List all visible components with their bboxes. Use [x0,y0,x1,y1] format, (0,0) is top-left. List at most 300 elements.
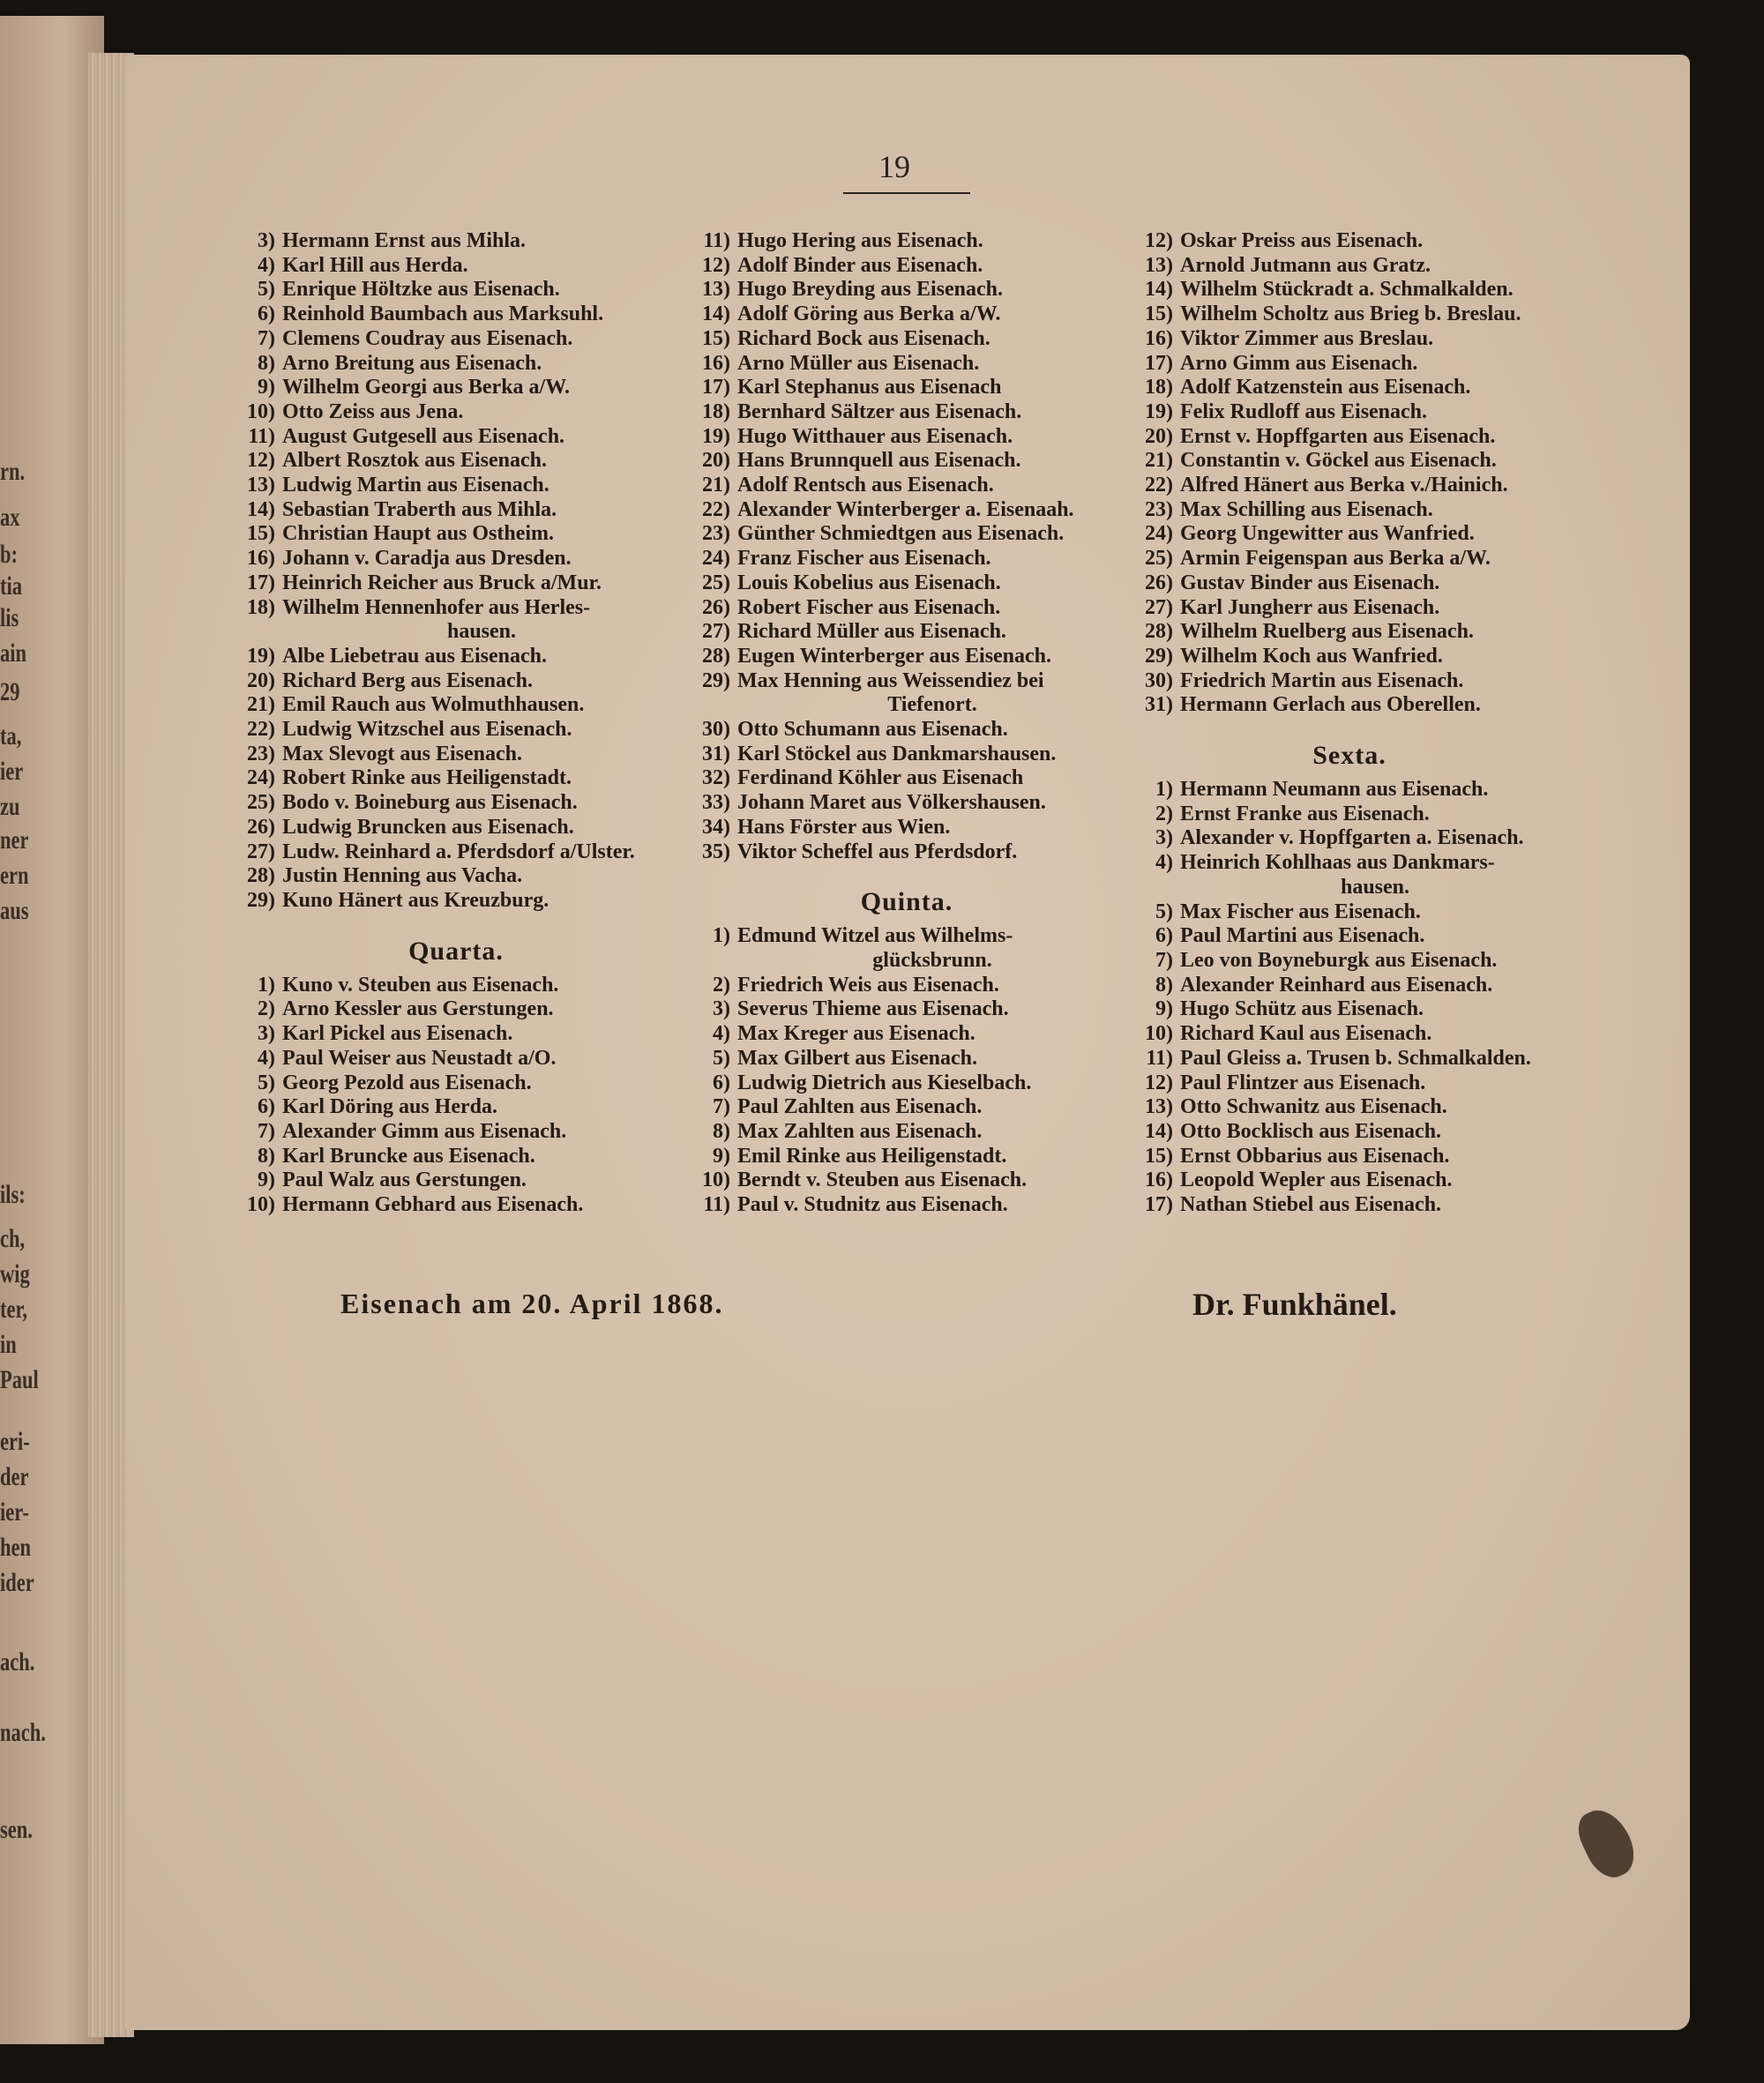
entry-number: 26) [1145,571,1173,594]
list-item [231,1120,681,1145]
entry-number: 31) [1145,693,1173,717]
entry-text: Wilhelm Scholtz aus Brieg b. Breslau. [1180,302,1521,326]
entry-number: 33) [702,791,730,815]
list-item [686,1168,1127,1193]
entry-text: Johann Maret aus Völkershausen. [737,791,1046,815]
entry-text: Heinrich Kohlhaas aus Dankmars- [1180,851,1495,875]
list-item [231,1022,681,1047]
entry-text: Enrique Höltzke aus Eisenach. [282,278,560,302]
list-item [1129,693,1570,718]
entry-number: 26) [247,815,275,839]
sexta-list [1129,778,1570,1218]
entry-text: Justin Henning aus Vacha. [282,864,523,888]
quinta-heading: Quinta. [860,887,953,917]
entry-text: Ludw. Reinhard a. Pferdsdorf a/Ulster. [282,840,635,863]
list-item [1129,425,1570,450]
entry-number: 16) [1145,326,1173,350]
entry-text: Max Gilbert aus Eisenach. [737,1046,978,1070]
list-item [231,669,681,694]
entry-text: Paul Gleiss a. Trusen b. Schmalkalden. [1180,1046,1531,1070]
left-page-fragment: ter, [0,1295,28,1324]
list-item [1129,498,1570,523]
left-page-fragment: rn. [0,457,26,486]
list-item [231,474,681,498]
entry-number: 17) [702,376,730,399]
list-item [686,449,1127,474]
entry-text: Louis Kobelius aus Eisenach. [737,571,1001,594]
left-page-fragment: ier- [0,1497,29,1527]
entry-number: 11) [703,229,730,252]
left-page-fragment: sen. [0,1815,33,1844]
entry-text: Heinrich Reicher aus Bruck a/Mur. [282,571,602,594]
list-item [1129,352,1570,377]
list-item [1129,254,1570,279]
list-item [686,816,1127,840]
entry-text: Johann v. Caradja aus Dresden. [282,547,572,571]
entry-number: 9) [258,1168,275,1192]
entry-number: 25) [247,791,275,815]
list-item [686,352,1127,377]
entry-number: 27) [702,620,730,644]
entry-text: Richard Berg aus Eisenach. [282,668,534,692]
entry-number: 13) [702,278,730,302]
entry-number: 22) [702,497,730,521]
entry-text: Adolf Rentsch aus Eisenach. [737,474,994,497]
entry-text: Karl Stephanus aus Eisenach [737,376,1002,399]
entry-number: 22) [247,718,275,742]
list-item [686,669,1127,694]
entry-text: Paul Zahlten aus Eisenach. [737,1095,983,1119]
list-item [686,718,1127,743]
list-item [231,1047,681,1071]
left-page-fragment: aus [0,896,29,925]
list-item [686,229,1127,254]
left-page-fragment: hen [0,1533,32,1562]
list-item [686,1047,1127,1071]
entry-number: 23) [247,742,275,765]
entry-text: Alexander Reinhard aus Eisenach. [1180,973,1493,997]
entry-text: Reinhold Baumbach aus Marksuhl. [282,302,604,326]
list-item [1129,1145,1570,1169]
entry-text: Georg Ungewitter aus Wanfried. [1180,522,1475,546]
entry-text: Karl Hill aus Herda. [282,253,468,277]
left-page-fragment: ner [0,825,29,855]
list-item [686,327,1127,352]
list-item [231,1095,681,1120]
entry-text: Richard Bock aus Eisenach. [737,326,990,350]
entry-text: Felix Rudloff aus Eisenach. [1180,399,1428,423]
entry-number: 14) [1145,278,1173,302]
entry-text: Karl Döring aus Herda. [282,1095,497,1119]
list-item [1129,571,1570,596]
entry-number: 3) [258,1022,275,1046]
list-item [686,693,1127,718]
entry-number: 30) [1145,668,1173,692]
entry-number: 4) [258,1046,275,1070]
entry-number: 9) [713,1144,730,1168]
entry-number: 23) [1145,497,1173,521]
entry-text: Friedrich Martin aus Eisenach. [1180,668,1464,692]
list-item [231,449,681,474]
entry-number: 6) [258,1095,275,1119]
left-page-fragment: nach. [0,1718,46,1747]
list-item [231,376,681,400]
entry-text: Alexander Gimm aus Eisenach. [282,1119,567,1143]
entry-text: Hugo Breyding aus Eisenach. [737,278,1003,302]
entry-number: 12) [1145,1071,1173,1094]
list-item [231,400,681,425]
entry-text: Arno Müller aus Eisenach. [737,351,980,375]
entry-number: 2) [258,997,275,1021]
entry-number: 16) [247,547,275,571]
entry-number: 18) [702,399,730,423]
entry-number: 9) [1155,997,1173,1021]
list-item [231,840,681,865]
list-item [231,743,681,767]
entry-text: Ludwig Dietrich aus Kieselbach. [737,1071,1032,1094]
entry-number: 20) [247,668,275,692]
entry-text: Max Zahlten aus Eisenach. [737,1119,983,1143]
entry-number: 15) [247,522,275,546]
entry-text: Robert Rinke aus Heiligenstadt. [282,766,572,790]
list-item [686,400,1127,425]
entry-number: 24) [247,766,275,790]
entry-text: Hans Förster aus Wien. [737,815,951,839]
entry-number: 29) [702,668,730,692]
list-item [231,547,681,571]
list-item [231,302,681,327]
entry-text: Adolf Binder aus Eisenach. [737,253,983,277]
list-item [231,1193,681,1218]
entry-number: 30) [702,718,730,742]
entry-text: Otto Zeiss aus Jena. [282,399,464,423]
entry-number: 15) [702,326,730,350]
entry-number: 28) [702,644,730,668]
list-item [231,766,681,791]
list-item [231,254,681,279]
list-item [1129,1047,1570,1071]
list-item [686,522,1127,547]
entry-number: 7) [1155,948,1173,972]
list-item [1129,620,1570,645]
entry-number: 23) [702,522,730,546]
entry-number: 29) [1145,644,1173,668]
list-item [1129,229,1570,254]
entry-text: Franz Fischer aus Eisenach. [737,547,991,571]
left-page-fragment: b: [0,540,19,569]
list-item [686,645,1127,669]
list-item [231,571,681,596]
entry-text: Eugen Winterberger aus Eisenach. [737,644,1052,668]
entry-number: 4) [713,1022,730,1046]
entry-text: Otto Schwanitz aus Eisenach. [1180,1095,1447,1119]
entry-text: Viktor Zimmer aus Breslau. [1180,326,1434,350]
left-page-fragment: wig [0,1259,30,1288]
entry-text: Alfred Hänert aus Berka v./Hainich. [1180,474,1508,497]
list-item [686,596,1127,621]
list-item [1129,669,1570,694]
list-item [231,693,681,718]
list-item [1129,1022,1570,1047]
list-item [231,1071,681,1096]
list-item [231,1168,681,1193]
entry-number: 10) [247,399,275,423]
list-item [1129,474,1570,498]
entry-text: Hans Brunnquell aus Eisenach. [737,449,1021,473]
entry-number: 28) [1145,620,1173,644]
entry-number: 11) [248,424,275,448]
signature-place-date: Eisenach am 20. April 1868. [340,1288,724,1319]
left-page-fragment: zu [0,792,20,821]
entry-text: Ludwig Bruncken aus Eisenach. [282,815,574,839]
entry-number: 34) [702,815,730,839]
left-page-fragment: ax [0,503,20,532]
entry-text: Emil Rauch aus Wolmuthhausen. [282,693,585,717]
entry-number: 6) [258,302,275,326]
list-item [686,376,1127,400]
entry-number: 12) [1145,229,1173,252]
entry-continuation: Tiefenort. [887,693,977,717]
entry-number: 27) [247,840,275,863]
list-item [1129,522,1570,547]
entry-text: Constantin v. Göckel aus Eisenach. [1180,449,1497,473]
list-item [1129,1193,1570,1218]
entry-continuation: hausen. [1340,875,1410,899]
entry-text: Hugo Schütz aus Eisenach. [1180,997,1424,1021]
entry-number: 20) [1145,424,1173,448]
entry-text: Kuno Hänert aus Kreuzburg. [282,888,549,912]
entry-number: 16) [1145,1168,1173,1192]
entry-text: Severus Thieme aus Eisenach. [737,997,1009,1021]
list-item [686,547,1127,571]
list-item [1129,1095,1570,1120]
entry-number: 21) [247,693,275,717]
entry-number: 19) [1145,399,1173,423]
entry-text: Christian Haupt aus Ostheim. [282,522,555,546]
entry-number: 10) [702,1168,730,1192]
entry-text: Max Schilling aus Eisenach. [1180,497,1433,521]
entry-number: 27) [1145,595,1173,619]
list-item [231,425,681,450]
list-item [231,522,681,547]
list-item [231,327,681,352]
entry-text: Leopold Wepler aus Eisenach. [1180,1168,1453,1192]
entry-text: Paul Weiser aus Neustadt a/O. [282,1046,557,1070]
list-item [1129,851,1570,876]
entry-number: 19) [247,644,275,668]
entry-number: 19) [702,424,730,448]
entry-number: 4) [1155,851,1173,875]
list-item [686,974,1127,998]
entry-number: 3) [713,997,730,1021]
entry-text: Paul Walz aus Gerstungen. [282,1168,527,1192]
entry-text: Wilhelm Stückradt a. Schmalkalden. [1180,278,1514,302]
list-item [686,743,1127,767]
entry-text: August Gutgesell aus Eisenach. [282,424,565,448]
quarta-continued-list [686,229,1127,864]
entry-number: 35) [702,840,730,863]
entry-text: Otto Schumann aus Eisenach. [737,718,1008,742]
entry-continuation: glücksbrunn. [872,948,992,972]
list-item [686,1022,1127,1047]
list-item [686,1193,1127,1218]
entry-text: Armin Feigenspan aus Berka a/W. [1180,547,1491,571]
entry-number: 21) [1145,449,1173,473]
entry-text: Hermann Gerlach aus Oberellen. [1180,693,1481,717]
entry-text: Wilhelm Ruelberg aus Eisenach. [1180,620,1474,644]
entry-number: 18) [1145,376,1173,399]
entry-text: Karl Pickel aus Eisenach. [282,1022,513,1046]
entry-number: 2) [1155,802,1173,825]
entry-number: 29) [247,888,275,912]
entry-number: 16) [702,351,730,375]
list-item [1129,645,1570,669]
entry-text: Albert Rosztok aus Eisenach. [282,449,548,473]
quinta-list [686,924,1127,1217]
quarta-list [231,974,681,1218]
list-item [1129,1168,1570,1193]
list-item [686,498,1127,523]
list-item [686,997,1127,1022]
entry-text: Max Slevogt aus Eisenach. [282,742,523,765]
entry-number: 13) [247,474,275,497]
entry-text: Hugo Witthauer aus Eisenach. [737,424,1013,448]
entry-text: Hermann Ernst aus Mihla. [282,229,527,252]
list-item [686,791,1127,816]
list-item [231,864,681,889]
entry-text: Max Henning aus Weissendiez bei [737,668,1044,692]
column-2 [686,229,1127,1218]
entry-number: 6) [713,1071,730,1094]
entry-number: 17) [247,571,275,594]
list-item [1129,376,1570,400]
entry-number: 5) [713,1046,730,1070]
list-item [1129,778,1570,803]
quinta-continued-list [1129,229,1570,718]
entry-text: Paul Martini aus Eisenach. [1180,924,1425,948]
list-item [231,645,681,669]
entry-text: Ernst v. Hopffgarten aus Eisenach. [1180,424,1496,448]
list-item [1129,596,1570,621]
entry-number: 31) [702,742,730,765]
entry-text: Paul v. Studnitz aus Eisenach. [737,1193,1008,1217]
entry-number: 11) [703,1193,730,1217]
entry-number: 22) [1145,474,1173,497]
list-item [231,889,681,914]
list-item [686,474,1127,498]
entry-number: 12) [702,253,730,277]
list-item [1129,924,1570,949]
left-page-fragment: ta, [0,721,22,750]
entry-text: Oskar Preiss aus Eisenach. [1180,229,1424,252]
column-3 [1129,229,1570,1218]
entry-number: 4) [258,253,275,277]
entry-number: 5) [258,278,275,302]
list-item [1129,826,1570,851]
list-item [686,302,1127,327]
list-item [231,791,681,816]
entry-text: Bernhard Sältzer aus Eisenach. [737,399,1022,423]
entry-text: Friedrich Weis aus Eisenach. [737,973,999,997]
list-item [686,840,1127,865]
list-item [1129,400,1570,425]
left-page-fragment: in [0,1330,17,1359]
page-number-rule [843,192,970,194]
quarta-heading: Quarta. [408,936,504,966]
list-item [1129,547,1570,571]
entry-text: Max Fischer aus Eisenach. [1180,900,1421,923]
column-1 [231,229,681,1218]
list-item [1129,278,1570,302]
list-item [231,620,681,645]
entry-text: Kuno v. Steuben aus Eisenach. [282,973,559,997]
entry-number: 10) [1145,1022,1173,1046]
entry-number: 25) [702,571,730,594]
entry-number: 5) [258,1071,275,1094]
left-page-fragment: ider [0,1568,34,1597]
list-item [231,229,681,254]
list-item [686,766,1127,791]
entry-number: 17) [1145,351,1173,375]
list-item [1129,302,1570,327]
entry-number: 6) [1155,924,1173,948]
entry-number: 7) [713,1095,730,1119]
list-item [686,425,1127,450]
list-item [686,278,1127,302]
entry-text: Max Kreger aus Eisenach. [737,1022,975,1046]
list-item [1129,1071,1570,1096]
entry-number: 8) [258,351,275,375]
entry-number: 2) [713,973,730,997]
entry-number: 28) [247,864,275,888]
entry-number: 8) [1155,973,1173,997]
sexta-heading: Sexta. [1312,741,1387,771]
list-item [686,1095,1127,1120]
entry-number: 1) [713,924,730,948]
entry-text: Wilhelm Koch aus Wanfried. [1180,644,1443,668]
entry-number: 12) [247,449,275,473]
entry-text: Wilhelm Georgi aus Berka a/W. [282,376,571,399]
list-item [686,949,1127,974]
entry-text: Hugo Hering aus Eisenach. [737,229,983,252]
list-item [1129,876,1570,900]
entry-text: Arnold Jutmann aus Gratz. [1180,253,1431,277]
entry-number: 21) [702,474,730,497]
entry-text: Clemens Coudray aus Eisenach. [282,326,573,350]
entry-text: Ludwig Witzschel aus Eisenach. [282,718,572,742]
left-page-fragment: ier [0,757,24,786]
entry-number: 24) [702,547,730,571]
entry-number: 5) [1155,900,1173,923]
list-item [1129,327,1570,352]
entry-text: Paul Flintzer aus Eisenach. [1180,1071,1426,1094]
signature-name: Dr. Funkhänel. [1192,1287,1397,1322]
entry-number: 20) [702,449,730,473]
entry-text: Robert Fischer aus Eisenach. [737,595,1001,619]
entry-text: Ferdinand Köhler aus Eisenach [737,766,1024,790]
entry-text: Wilhelm Hennenhofer aus Herles- [282,595,591,619]
list-item [1129,803,1570,827]
left-page-fragment: eri- [0,1427,30,1456]
entry-number: 13) [1145,1095,1173,1119]
left-page-fragment: tia [0,571,22,601]
left-page-fragment: ach. [0,1647,35,1676]
entry-text: Leo von Boyneburgk aus Eisenach. [1180,948,1498,972]
entry-continuation: hausen. [446,620,517,644]
entry-number: 15) [1145,302,1173,326]
tertia-continued-list [231,229,681,914]
entry-text: Karl Bruncke aus Eisenach. [282,1144,535,1168]
